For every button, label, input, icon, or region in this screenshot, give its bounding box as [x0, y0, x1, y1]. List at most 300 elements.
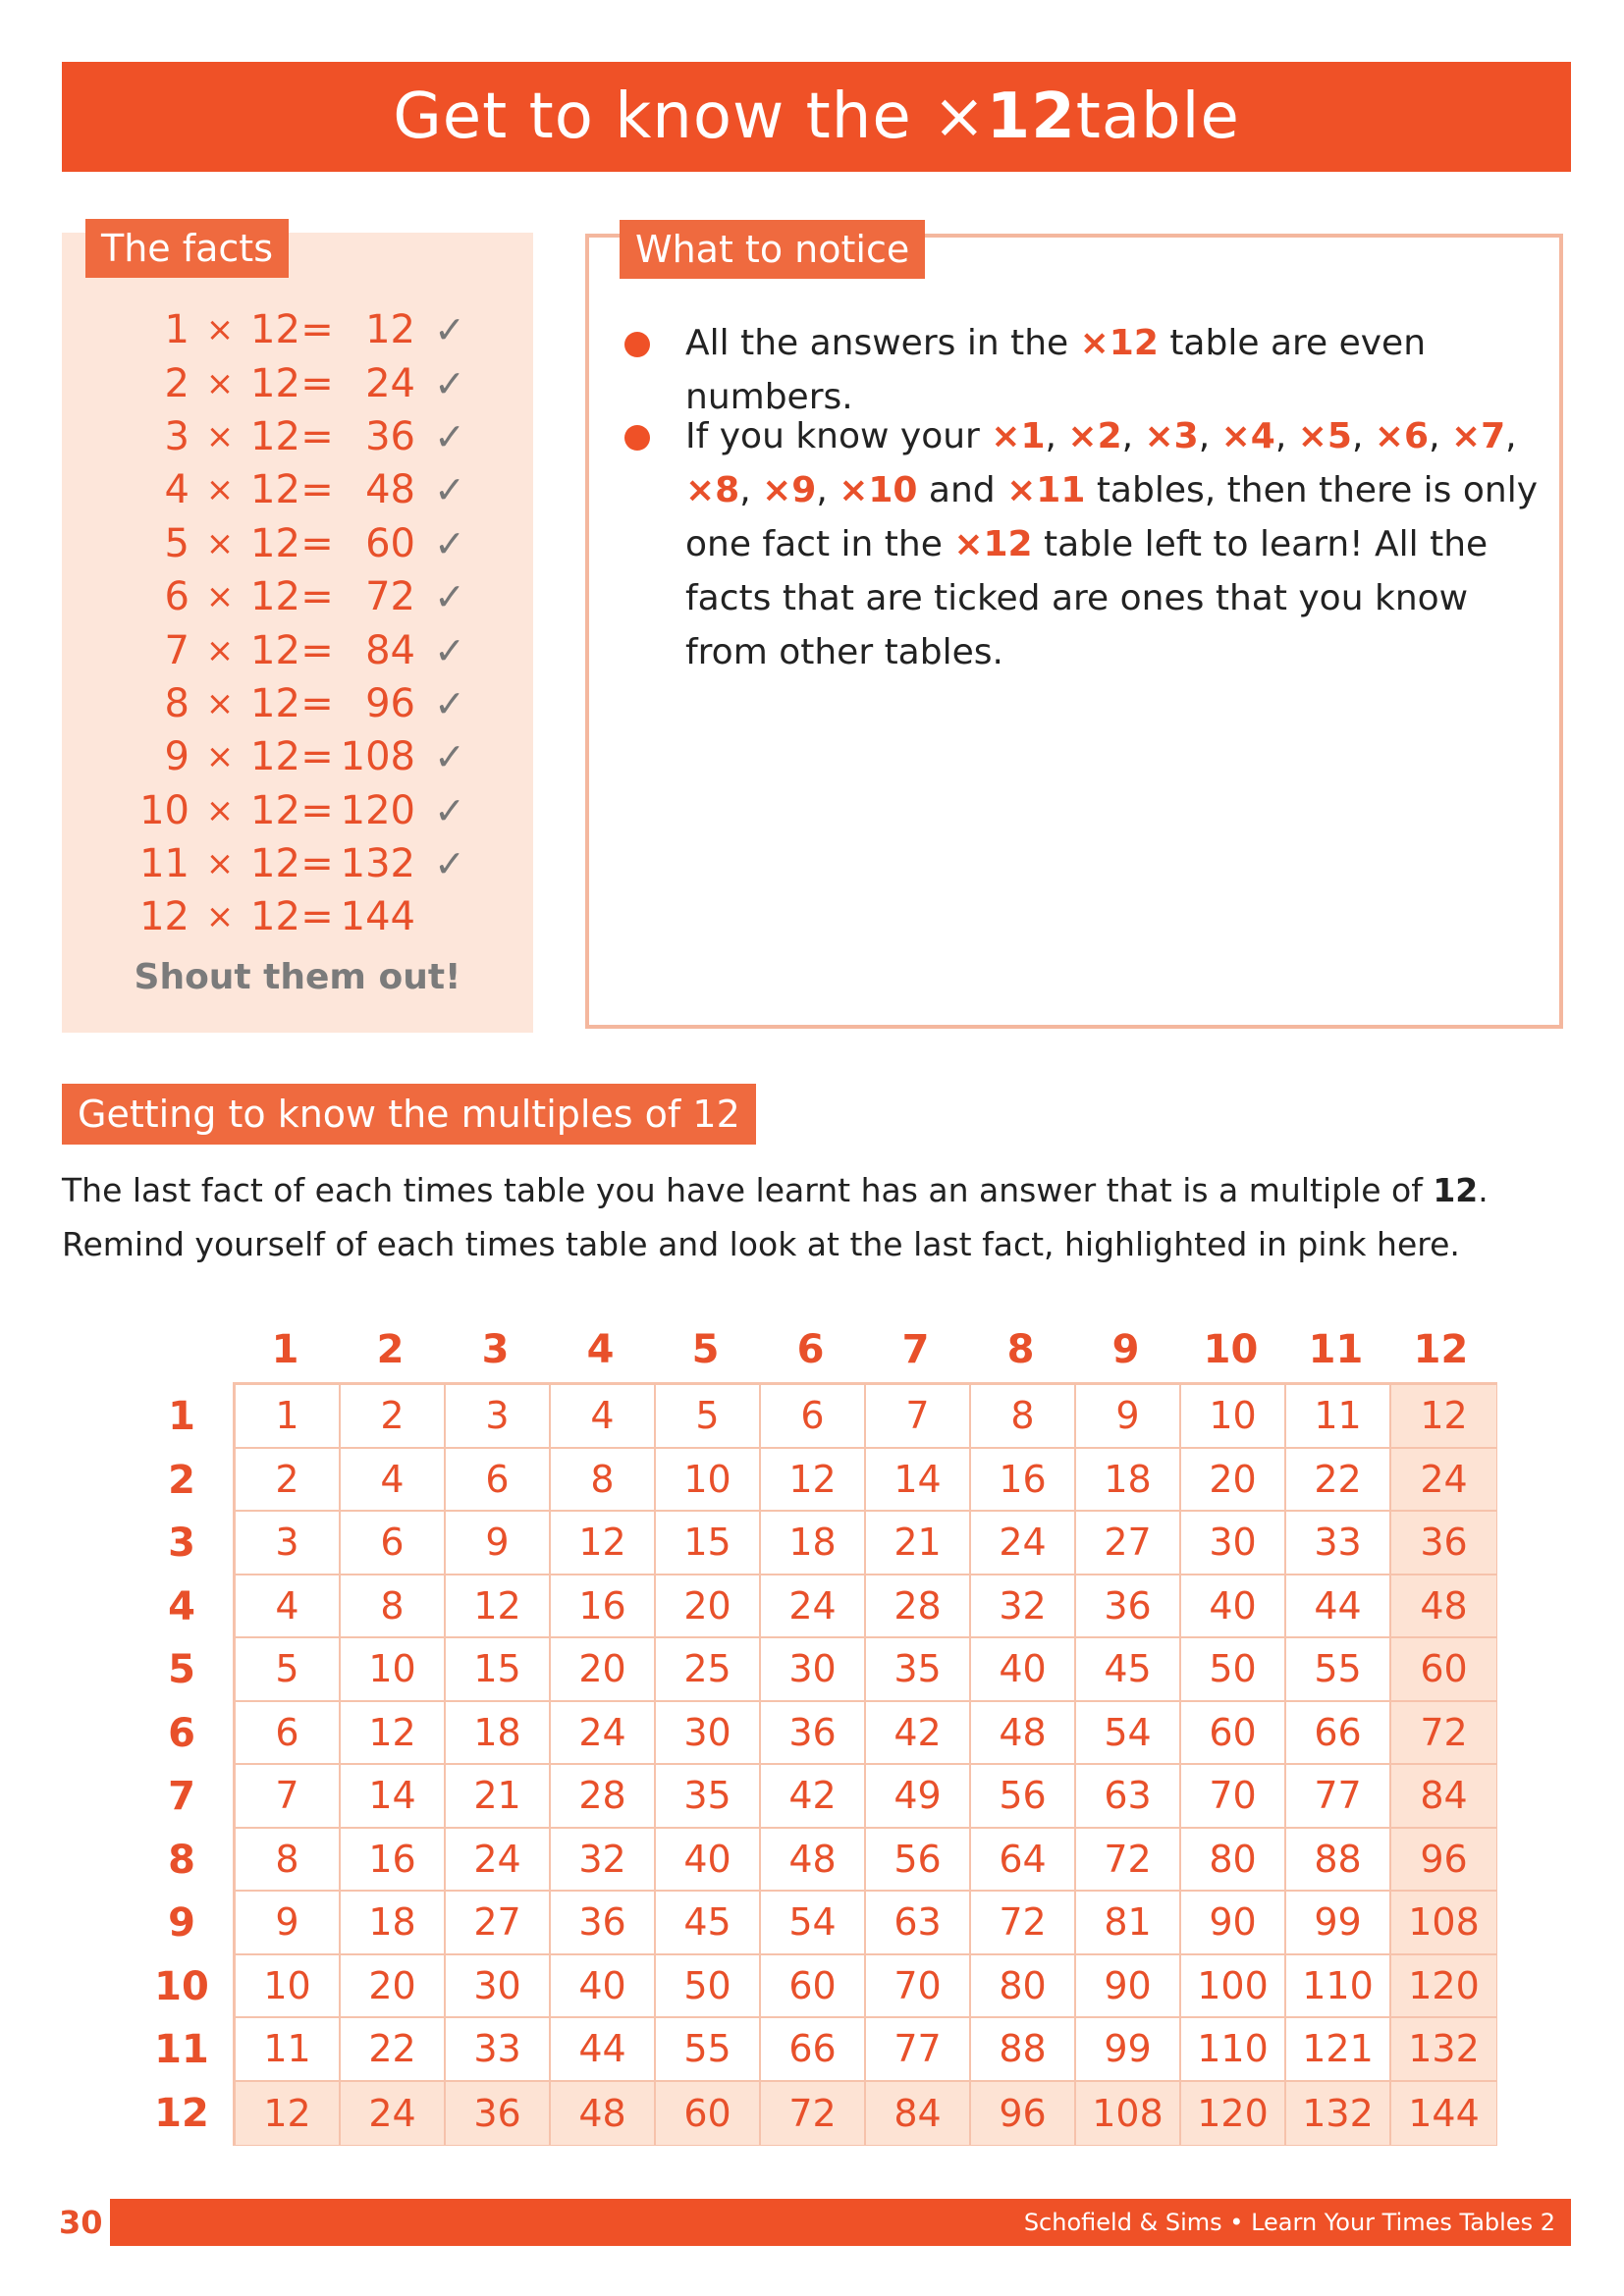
equals-sign: = [300, 841, 334, 887]
equals-sign: = [300, 360, 334, 406]
equals-sign: = [300, 734, 334, 780]
fact-multiplicand: 12 [250, 841, 300, 887]
fact-result: 132 [340, 841, 415, 887]
text: , [1045, 416, 1068, 456]
fact-result: 12 [365, 307, 415, 353]
grid-cell: 64 [971, 1829, 1076, 1893]
grid-cell: 22 [341, 2018, 446, 2082]
grid-cell: 8 [236, 1829, 341, 1893]
grid-cell: 10 [656, 1449, 761, 1513]
grid-cell: 72 [1391, 1702, 1496, 1766]
grid-cell: 12 [341, 1702, 446, 1766]
grid-cell: 36 [551, 1892, 656, 1955]
grid-cell: 20 [656, 1575, 761, 1639]
grid-cell: 36 [446, 2082, 551, 2146]
grid-cell: 42 [866, 1702, 971, 1766]
grid-cell: 35 [866, 1638, 971, 1702]
grid-cell: 8 [341, 1575, 446, 1639]
fact-row [121, 677, 533, 730]
fact-row [121, 837, 533, 890]
grid-cell: 14 [866, 1449, 971, 1513]
grid-cell: 24 [1391, 1449, 1496, 1513]
equals-sign: = [300, 307, 334, 353]
grid-cell: 30 [761, 1638, 866, 1702]
fact-result: 120 [340, 787, 415, 833]
grid-cell: 77 [866, 2018, 971, 2082]
table-ref: ×12 [1079, 323, 1159, 363]
grid-cell: 12 [446, 1575, 551, 1639]
shout-text: Shout them out! [134, 957, 461, 997]
fact-multiplicand: 12 [250, 734, 300, 780]
text: and [917, 470, 1007, 510]
grid-cell: 54 [761, 1892, 866, 1955]
grid-cell: 70 [1181, 1765, 1286, 1829]
grid-column-header: 5 [691, 1327, 720, 1372]
grid-cell: 32 [971, 1575, 1076, 1639]
times-sign: × [205, 310, 235, 350]
fact-multiplicand: 12 [250, 787, 300, 833]
table-ref: ×11 [1006, 470, 1086, 510]
bullet-text [685, 316, 1549, 424]
grid-cell: 70 [866, 1955, 971, 2019]
grid-cell: 10 [236, 1955, 341, 2019]
grid-row-header: 11 [154, 2027, 209, 2072]
grid-cell: 4 [341, 1449, 446, 1513]
grid-cell: 12 [1391, 1385, 1496, 1449]
text: , [1121, 416, 1145, 456]
grid-cell: 7 [236, 1765, 341, 1829]
grid-cell: 10 [341, 1638, 446, 1702]
grid-cell: 40 [656, 1829, 761, 1893]
tick-icon: ✓ [434, 414, 465, 458]
footer-bar [110, 2199, 1571, 2246]
fact-result: 108 [340, 734, 415, 780]
grid-cell: 56 [866, 1829, 971, 1893]
tick-icon: ✓ [434, 628, 465, 672]
grid-cell: 14 [341, 1765, 446, 1829]
grid-cell: 90 [1076, 1955, 1181, 2019]
equals-sign: = [300, 574, 334, 620]
grid-cell: 4 [551, 1385, 656, 1449]
grid-cell: 7 [866, 1385, 971, 1449]
grid-cell: 18 [761, 1512, 866, 1575]
multiples-tab: Getting to know the multiples of 12 [62, 1084, 756, 1145]
grid-cell: 24 [971, 1512, 1076, 1575]
grid-cell: 42 [761, 1765, 866, 1829]
grid-cell: 21 [446, 1765, 551, 1829]
grid-cell: 33 [1286, 1512, 1391, 1575]
grid-cell: 27 [1076, 1512, 1181, 1575]
grid-cell: 6 [446, 1449, 551, 1513]
grid-cell: 72 [971, 1892, 1076, 1955]
fact-result: 24 [365, 360, 415, 406]
times-sign: × [205, 683, 235, 723]
grid-cell: 8 [971, 1385, 1076, 1449]
grid-cell: 18 [1076, 1449, 1181, 1513]
grid-cell: 9 [446, 1512, 551, 1575]
fact-multiplier: 5 [164, 520, 189, 566]
grid-cell: 36 [1391, 1512, 1496, 1575]
grid-cell: 8 [551, 1449, 656, 1513]
notice-panel [585, 228, 1563, 1029]
grid-cell: 11 [236, 2018, 341, 2082]
equals-sign: = [300, 894, 334, 940]
grid-cell: 63 [1076, 1765, 1181, 1829]
fact-multiplier: 4 [164, 467, 189, 513]
grid-cell: 36 [761, 1702, 866, 1766]
text: , [1198, 416, 1221, 456]
grid-cell: 80 [971, 1955, 1076, 2019]
times-sign: × [205, 897, 235, 937]
notice-tab: What to notice [620, 220, 925, 279]
tick-icon: ✓ [434, 842, 465, 886]
fact-row [121, 890, 533, 943]
equals-sign: = [300, 520, 334, 566]
facts-panel [62, 227, 533, 1033]
grid-cell: 56 [971, 1765, 1076, 1829]
grid-cell: 60 [656, 2082, 761, 2146]
fact-result: 60 [365, 520, 415, 566]
grid-cell: 110 [1286, 1955, 1391, 2019]
fact-result: 144 [340, 894, 415, 940]
text: If you know your [685, 416, 992, 456]
fact-multiplicand: 12 [250, 360, 300, 406]
times-sign: × [205, 577, 235, 617]
fact-multiplier: 3 [164, 413, 189, 459]
fact-result: 72 [365, 574, 415, 620]
text: , [739, 470, 763, 510]
times-sign: × [205, 844, 235, 884]
grid-cell: 77 [1286, 1765, 1391, 1829]
grid-cell: 45 [656, 1892, 761, 1955]
grid-cell: 20 [341, 1955, 446, 2019]
grid-cell: 84 [1391, 1765, 1496, 1829]
grid-cell: 54 [1076, 1702, 1181, 1766]
table-ref: ×5 [1297, 416, 1352, 456]
fact-multiplier: 12 [139, 894, 189, 940]
grid-cell: 12 [551, 1512, 656, 1575]
grid-cell: 32 [551, 1829, 656, 1893]
grid-row-header: 3 [168, 1521, 195, 1566]
grid-cell: 27 [446, 1892, 551, 1955]
grid-row-header: 5 [168, 1647, 195, 1692]
grid-cell: 18 [446, 1702, 551, 1766]
page-number: 30 [59, 2204, 103, 2241]
grid-cell: 12 [236, 2082, 341, 2146]
facts-tab: The facts [85, 219, 289, 278]
text: , [1351, 416, 1375, 456]
grid-cell: 90 [1181, 1892, 1286, 1955]
tick-icon: ✓ [434, 575, 465, 619]
equals-sign: = [300, 467, 334, 513]
grid-cell: 50 [656, 1955, 761, 2019]
fact-multiplier: 9 [164, 734, 189, 780]
grid-cell: 11 [1286, 1385, 1391, 1449]
grid-cell: 48 [551, 2082, 656, 2146]
fact-row [121, 784, 533, 837]
grid-cell: 35 [656, 1765, 761, 1829]
grid-cell: 88 [1286, 1829, 1391, 1893]
grid-row-header: 6 [168, 1710, 195, 1756]
grid-cell: 63 [866, 1892, 971, 1955]
grid-cell: 16 [971, 1449, 1076, 1513]
text: table left to learn! All the facts that are ticked are ones that you know from other tables. [685, 524, 1489, 672]
equals-sign: = [300, 413, 334, 459]
fact-result: 84 [365, 627, 415, 673]
tick-icon: ✓ [434, 521, 465, 565]
fact-multiplier: 2 [164, 360, 189, 406]
grid-cell: 96 [1391, 1829, 1496, 1893]
text: All the answers in the [685, 323, 1080, 363]
grid-cell: 24 [551, 1702, 656, 1766]
grid-cell: 21 [866, 1512, 971, 1575]
grid-cell: 50 [1181, 1638, 1286, 1702]
fact-multiplicand: 12 [250, 467, 300, 513]
grid-column-header: 11 [1308, 1327, 1364, 1372]
grid-cell: 24 [446, 1829, 551, 1893]
table-ref: ×2 [1067, 416, 1122, 456]
grid-cell: 5 [236, 1638, 341, 1702]
multiples-paragraph [62, 1163, 1574, 1271]
grid-column-header: 1 [271, 1327, 299, 1372]
text: tables, then there is only one fact in the [685, 470, 1539, 564]
bullet-dot-icon [624, 425, 650, 451]
grid-cell: 16 [341, 1829, 446, 1893]
fact-multiplicand: 12 [250, 413, 300, 459]
fact-row [121, 570, 533, 623]
bold-number: 12 [1433, 1171, 1479, 1209]
grid-column-header: 7 [901, 1327, 930, 1372]
fact-row [121, 463, 533, 516]
notice-bullet-2 [624, 409, 1549, 679]
fact-row [121, 356, 533, 409]
grid-cell: 60 [1181, 1702, 1286, 1766]
grid-column-header: 9 [1111, 1327, 1140, 1372]
bullet-dot-icon [624, 332, 650, 357]
grid-cell: 96 [971, 2082, 1076, 2146]
times-sign: × [205, 523, 235, 563]
fact-row [121, 623, 533, 676]
times-sign: × [205, 790, 235, 830]
grid-row-header: 4 [168, 1583, 195, 1629]
grid-row-header: 8 [168, 1837, 195, 1883]
grid-cell: 88 [971, 2018, 1076, 2082]
grid-row-header: 7 [168, 1774, 195, 1819]
grid-cell: 6 [761, 1385, 866, 1449]
equals-sign: = [300, 787, 334, 833]
grid-cell: 28 [551, 1765, 656, 1829]
grid-cell: 25 [656, 1638, 761, 1702]
grid-column-header: 2 [376, 1327, 405, 1372]
grid-cell: 5 [656, 1385, 761, 1449]
grid-cell: 10 [1181, 1385, 1286, 1449]
grid-cell: 121 [1286, 2018, 1391, 2082]
table-ref: ×9 [762, 470, 817, 510]
multiplication-grid [233, 1382, 1497, 2146]
grid-column-header: 4 [586, 1327, 615, 1372]
grid-cell: 3 [236, 1512, 341, 1575]
times-sign: × [205, 470, 235, 510]
fact-result: 36 [365, 413, 415, 459]
fact-multiplier: 1 [164, 307, 189, 353]
tick-icon: ✓ [434, 735, 465, 779]
equals-sign: = [300, 680, 334, 726]
grid-row-header: 1 [168, 1394, 195, 1439]
tick-icon: ✓ [434, 308, 465, 352]
grid-cell: 20 [551, 1638, 656, 1702]
grid-cell: 110 [1181, 2018, 1286, 2082]
grid-cell: 44 [1286, 1575, 1391, 1639]
grid-row-header: 2 [168, 1457, 195, 1503]
grid-cell: 9 [236, 1892, 341, 1955]
grid-cell: 60 [761, 1955, 866, 2019]
grid-cell: 81 [1076, 1892, 1181, 1955]
fact-row [121, 410, 533, 463]
title-suffix: table [1075, 80, 1240, 153]
grid-cell: 120 [1181, 2082, 1286, 2146]
tick-icon: ✓ [434, 788, 465, 832]
grid-cell: 24 [341, 2082, 446, 2146]
table-ref: ×4 [1220, 416, 1275, 456]
grid-cell: 40 [971, 1638, 1076, 1702]
tick-icon: ✓ [434, 681, 465, 725]
text: . Remind yourself of each times table and look at the last fact, highlighted in pink here. [62, 1171, 1489, 1263]
grid-column-header: 8 [1006, 1327, 1035, 1372]
grid-cell: 72 [1076, 1829, 1181, 1893]
grid-cell: 6 [236, 1702, 341, 1766]
times-sign: × [205, 416, 235, 456]
table-ref: ×3 [1144, 416, 1199, 456]
footer-text: Schofield & Sims • Learn Your Times Tables 2 [1023, 2209, 1555, 2236]
text: , [816, 470, 839, 510]
grid-cell: 40 [551, 1955, 656, 2019]
times-sign: × [205, 630, 235, 670]
table-ref: ×8 [685, 470, 740, 510]
fact-multiplier: 8 [164, 680, 189, 726]
grid-cell: 4 [236, 1575, 341, 1639]
grid-cell: 72 [761, 2082, 866, 2146]
grid-cell: 48 [1391, 1575, 1496, 1639]
times-sign: × [205, 363, 235, 403]
grid-column-header: 3 [481, 1327, 510, 1372]
grid-cell: 49 [866, 1765, 971, 1829]
table-ref: ×10 [839, 470, 918, 510]
grid-cell: 144 [1391, 2082, 1496, 2146]
grid-cell: 22 [1286, 1449, 1391, 1513]
grid-column-header: 6 [796, 1327, 825, 1372]
fact-result: 96 [365, 680, 415, 726]
grid-cell: 15 [446, 1638, 551, 1702]
fact-multiplicand: 12 [250, 520, 300, 566]
grid-cell: 99 [1076, 2018, 1181, 2082]
grid-cell: 2 [236, 1449, 341, 1513]
grid-cell: 2 [341, 1385, 446, 1449]
fact-result: 48 [365, 467, 415, 513]
grid-cell: 55 [656, 2018, 761, 2082]
fact-row [121, 303, 533, 356]
grid-cell: 120 [1391, 1955, 1496, 2019]
grid-cell: 15 [656, 1512, 761, 1575]
grid-cell: 40 [1181, 1575, 1286, 1639]
title-number: 12 [986, 80, 1076, 153]
grid-column-header: 12 [1413, 1327, 1469, 1372]
fact-multiplier: 6 [164, 574, 189, 620]
grid-row-header: 10 [154, 1963, 209, 2009]
grid-cell: 12 [761, 1449, 866, 1513]
table-ref: ×7 [1450, 416, 1506, 456]
fact-multiplier: 10 [139, 787, 189, 833]
grid-cell: 3 [446, 1385, 551, 1449]
grid-cell: 108 [1391, 1892, 1496, 1955]
grid-cell: 80 [1181, 1829, 1286, 1893]
grid-cell: 20 [1181, 1449, 1286, 1513]
text: table are even numbers. [685, 323, 1427, 417]
grid-cell: 48 [761, 1829, 866, 1893]
text: , [1429, 416, 1451, 456]
fact-multiplier: 7 [164, 627, 189, 673]
grid-cell: 132 [1391, 2018, 1496, 2082]
equals-sign: = [300, 627, 334, 673]
grid-cell: 55 [1286, 1638, 1391, 1702]
text: , [1274, 416, 1298, 456]
table-ref: ×1 [991, 416, 1046, 456]
tick-icon: ✓ [434, 468, 465, 512]
fact-row [121, 730, 533, 783]
fact-multiplicand: 12 [250, 680, 300, 726]
grid-cell: 33 [446, 2018, 551, 2082]
grid-cell: 100 [1181, 1955, 1286, 2019]
grid-cell: 132 [1286, 2082, 1391, 2146]
fact-row [121, 517, 533, 570]
title-prefix: Get to know the × [393, 80, 987, 153]
grid-cell: 60 [1391, 1638, 1496, 1702]
grid-column-header: 10 [1203, 1327, 1259, 1372]
fact-multiplicand: 12 [250, 307, 300, 353]
text: The last fact of each times table you have learnt has an answer that is a multiple of [62, 1171, 1434, 1209]
grid-cell: 84 [866, 2082, 971, 2146]
grid-cell: 48 [971, 1702, 1076, 1766]
tick-icon: ✓ [434, 361, 465, 405]
table-ref: ×12 [953, 524, 1033, 564]
grid-cell: 6 [341, 1512, 446, 1575]
grid-cell: 1 [236, 1385, 341, 1449]
fact-multiplicand: 12 [250, 627, 300, 673]
bullet-text [685, 409, 1549, 679]
grid-cell: 66 [1286, 1702, 1391, 1766]
table-ref: ×6 [1374, 416, 1430, 456]
grid-cell: 99 [1286, 1892, 1391, 1955]
grid-cell: 30 [656, 1702, 761, 1766]
grid-cell: 30 [446, 1955, 551, 2019]
page-title [62, 62, 1571, 172]
grid-cell: 16 [551, 1575, 656, 1639]
grid-cell: 28 [866, 1575, 971, 1639]
grid-cell: 45 [1076, 1638, 1181, 1702]
grid-cell: 24 [761, 1575, 866, 1639]
notice-bullet-1 [624, 316, 1549, 424]
fact-multiplicand: 12 [250, 574, 300, 620]
grid-cell: 108 [1076, 2082, 1181, 2146]
facts-list [121, 303, 533, 944]
text: , [1505, 416, 1517, 456]
grid-row-header: 12 [154, 2090, 209, 2136]
grid-cell: 44 [551, 2018, 656, 2082]
grid-row-header: 9 [168, 1900, 195, 1946]
grid-cell: 9 [1076, 1385, 1181, 1449]
times-sign: × [205, 737, 235, 777]
grid-cell: 30 [1181, 1512, 1286, 1575]
grid-cell: 66 [761, 2018, 866, 2082]
